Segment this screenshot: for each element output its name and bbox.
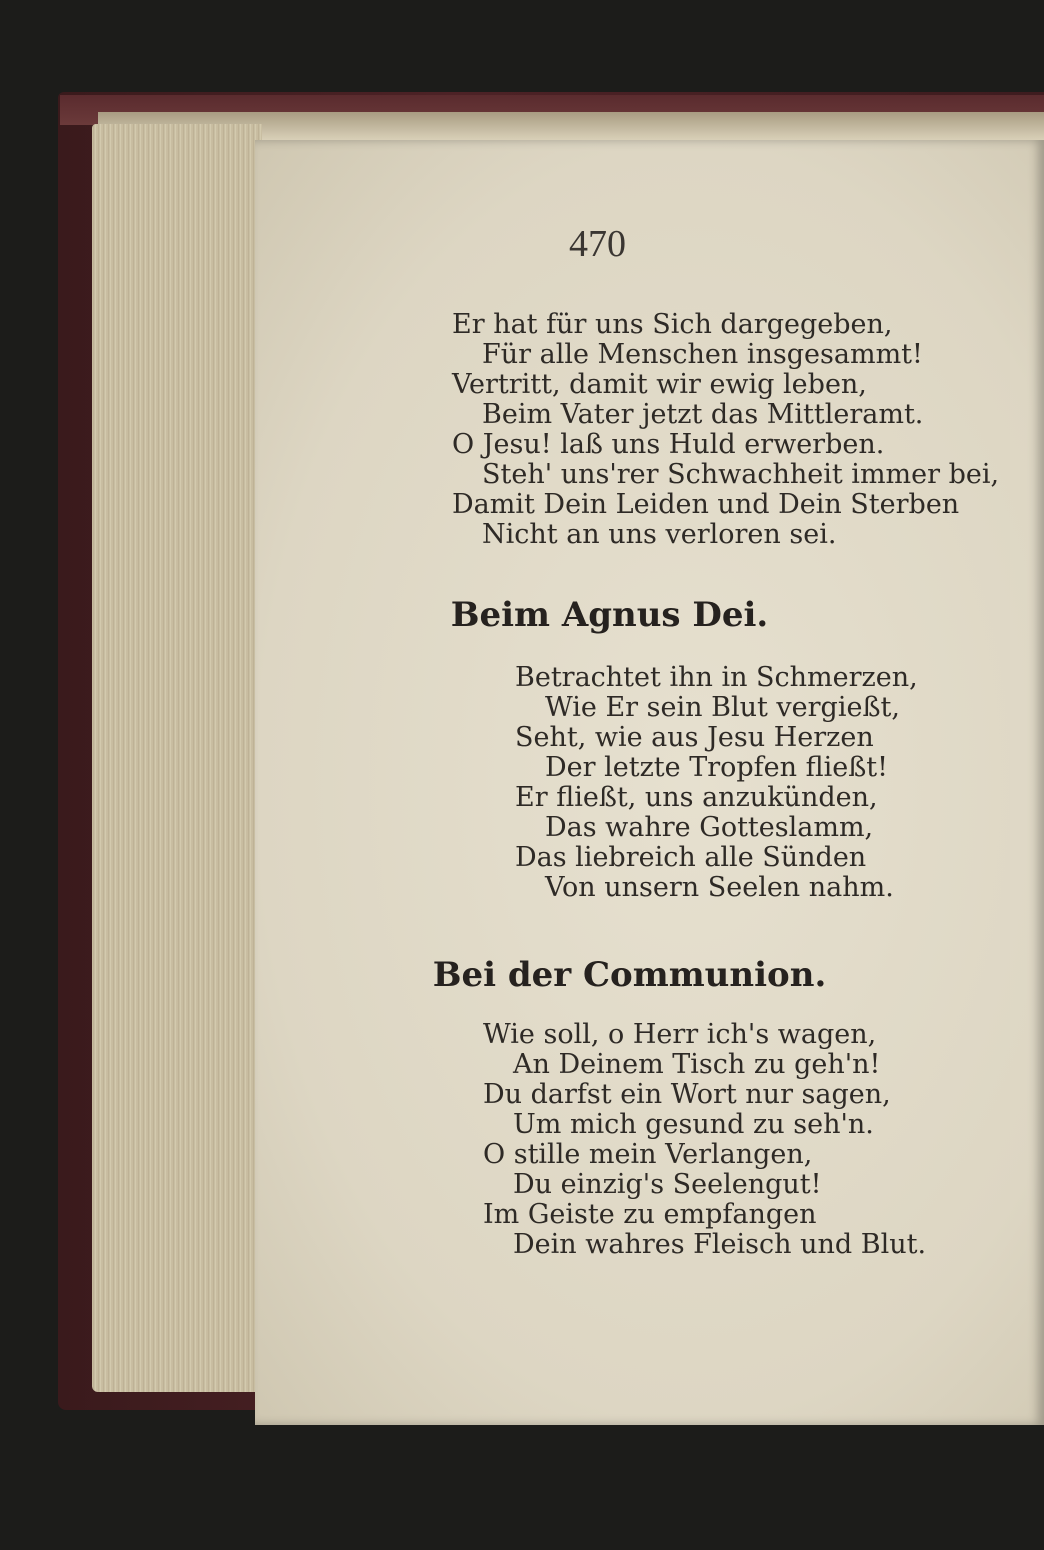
verse-line: Vertritt, damit wir ewig leben, [452, 369, 867, 400]
verse-line: Nicht an uns verloren sei. [482, 519, 837, 550]
verse-line: Du einzig's Seelengut! [513, 1169, 822, 1200]
verse-line: Der letzte Tropfen fließt! [545, 752, 888, 783]
verse-line: An Deinem Tisch zu geh'n! [513, 1049, 881, 1080]
verse-line: Um mich gesund zu seh'n. [513, 1109, 874, 1140]
verse-line: Wie Er sein Blut vergießt, [545, 692, 900, 723]
heading-agnus-dei: Beim Agnus Dei. [450, 595, 769, 635]
verse-line: Im Geiste zu empfangen [483, 1199, 817, 1230]
heading-communion: Bei der Communion. [432, 955, 827, 995]
verse-line: Er fließt, uns anzukünden, [515, 782, 878, 813]
verse-line: Das liebreich alle Sünden [515, 842, 867, 873]
verse-line: Damit Dein Leiden und Dein Sterben [452, 489, 960, 520]
verse-line: Du darfst ein Wort nur sagen, [483, 1079, 891, 1110]
verse-line: O Jesu! laß uns Huld erwerben. [452, 429, 885, 460]
verse-line: O stille mein Verlangen, [483, 1139, 813, 1170]
stanza-1 [452, 310, 999, 550]
stanza-3 [483, 1020, 926, 1260]
verse-line: Von unsern Seelen nahm. [545, 872, 894, 903]
verse-line: Das wahre Gotteslamm, [545, 812, 874, 843]
page-edges [92, 124, 262, 1392]
verse-line: Für alle Menschen insgesammt! [482, 339, 923, 370]
verse-line: Seht, wie aus Jesu Herzen [515, 722, 874, 753]
verse-line: Beim Vater jetzt das Mittleramt. [482, 399, 924, 430]
verse-line: Wie soll, o Herr ich's wagen, [483, 1019, 877, 1050]
verse-line: Steh' uns'rer Schwachheit immer bei, [482, 459, 1000, 490]
verse-line: Dein wahres Fleisch und Blut. [513, 1229, 927, 1260]
verse-line: Er hat für uns Sich dargegeben, [452, 309, 893, 340]
verse-line: Betrachtet ihn in Schmerzen, [515, 662, 918, 693]
stanza-2 [515, 663, 918, 903]
page-number: 470 [569, 223, 626, 265]
book-page [255, 140, 1044, 1425]
